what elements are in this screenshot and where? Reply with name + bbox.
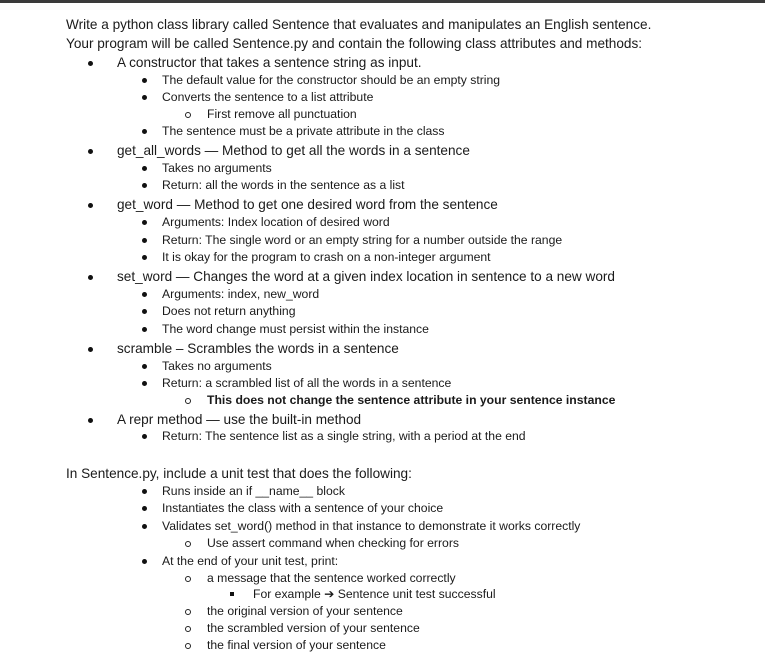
disc-bullet-icon bbox=[142, 255, 147, 260]
line-sw2: Does not return anything bbox=[162, 304, 296, 318]
line-setword: set_word — Changes the word at a given index location in sentence to a new word bbox=[117, 269, 615, 284]
line-u4d: the final version of your sentence bbox=[207, 638, 386, 652]
square-bullet-icon bbox=[230, 592, 234, 596]
line-u3: Validates set_word() method in that instance to demonstrate it works correctly bbox=[162, 519, 581, 533]
line-constructor: A constructor that takes a sentence string as input. bbox=[117, 55, 422, 70]
line-u4: At the end of your unit test, print: bbox=[162, 554, 339, 568]
line-intro2: Your program will be called Sentence.py and contain the following class attributes and methods: bbox=[66, 36, 643, 51]
disc-bullet-icon bbox=[142, 524, 147, 529]
line-u4b: the original version of your sentence bbox=[207, 604, 403, 618]
disc-bullet-icon bbox=[142, 434, 147, 439]
line-u4c: the scrambled version of your sentence bbox=[207, 621, 420, 635]
circle-bullet-icon bbox=[185, 609, 191, 615]
line-getall: get_all_words — Method to get all the words in a sentence bbox=[117, 143, 470, 158]
disc-bullet-icon bbox=[142, 309, 147, 314]
disc-bullet-icon bbox=[88, 275, 93, 280]
line-sw1: Arguments: index, new_word bbox=[162, 287, 320, 301]
disc-bullet-icon bbox=[142, 78, 147, 83]
line-c3: The sentence must be a private attribute in the class bbox=[162, 124, 445, 138]
line-sc1: Takes no arguments bbox=[162, 359, 272, 373]
disc-bullet-icon bbox=[88, 418, 93, 423]
disc-bullet-icon bbox=[142, 292, 147, 297]
line-ga2: Return: all the words in the sentence as a list bbox=[162, 178, 405, 192]
line-rp1: Return: The sentence list as a single string, with a period at the end bbox=[162, 429, 526, 443]
line-u4a: a message that the sentence worked correctly bbox=[207, 571, 456, 585]
line-u1: Runs inside an if __name__ block bbox=[162, 484, 345, 498]
line-c2a: First remove all punctuation bbox=[207, 107, 357, 121]
circle-bullet-icon bbox=[185, 626, 191, 632]
disc-bullet-icon bbox=[88, 61, 93, 66]
disc-bullet-icon bbox=[142, 238, 147, 243]
disc-bullet-icon bbox=[142, 129, 147, 134]
line-unit: In Sentence.py, include a unit test that does the following: bbox=[66, 466, 412, 481]
disc-bullet-icon bbox=[142, 489, 147, 494]
line-u3a: Use assert command when checking for errors bbox=[207, 536, 459, 550]
disc-bullet-icon bbox=[88, 203, 93, 208]
circle-bullet-icon bbox=[185, 541, 191, 547]
disc-bullet-icon bbox=[142, 506, 147, 511]
line-gw1: Arguments: Index location of desired word bbox=[162, 215, 390, 229]
disc-bullet-icon bbox=[142, 95, 147, 100]
line-ga1: Takes no arguments bbox=[162, 161, 272, 175]
disc-bullet-icon bbox=[142, 364, 147, 369]
line-sc2a: This does not change the sentence attribute in your sentence instance bbox=[207, 393, 616, 407]
disc-bullet-icon bbox=[142, 381, 147, 386]
line-c2: Converts the sentence to a list attribute bbox=[162, 90, 374, 104]
line-gw2: Return: The single word or an empty string for a number outside the range bbox=[162, 233, 563, 247]
disc-bullet-icon bbox=[88, 149, 93, 154]
line-u2: Instantiates the class with a sentence of your choice bbox=[162, 501, 444, 515]
disc-bullet-icon bbox=[88, 347, 93, 352]
disc-bullet-icon bbox=[142, 166, 147, 171]
disc-bullet-icon bbox=[142, 183, 147, 188]
disc-bullet-icon bbox=[142, 559, 147, 564]
line-scramble: scramble – Scrambles the words in a sentence bbox=[117, 341, 399, 356]
line-repr: A repr method — use the built-in method bbox=[117, 412, 362, 427]
line-sw3: The word change must persist within the instance bbox=[162, 322, 429, 336]
line-u4a1: For example ➔ Sentence unit test successful bbox=[253, 587, 496, 601]
line-gw3: It is okay for the program to crash on a non-integer argument bbox=[162, 250, 491, 264]
disc-bullet-icon bbox=[142, 327, 147, 332]
circle-bullet-icon bbox=[185, 112, 191, 118]
line-getword: get_word — Method to get one desired word from the sentence bbox=[117, 197, 498, 212]
line-sc2: Return: a scrambled list of all the words in a sentence bbox=[162, 376, 452, 390]
disc-bullet-icon bbox=[142, 220, 147, 225]
line-c1: The default value for the constructor should be an empty string bbox=[162, 73, 501, 87]
top-border bbox=[0, 0, 765, 3]
circle-bullet-icon bbox=[185, 643, 191, 649]
circle-bullet-icon bbox=[185, 576, 191, 582]
line-intro1: Write a python class library called Sentence that evaluates and manipulates an English sentence. bbox=[66, 17, 652, 32]
circle-bullet-icon bbox=[185, 398, 191, 404]
